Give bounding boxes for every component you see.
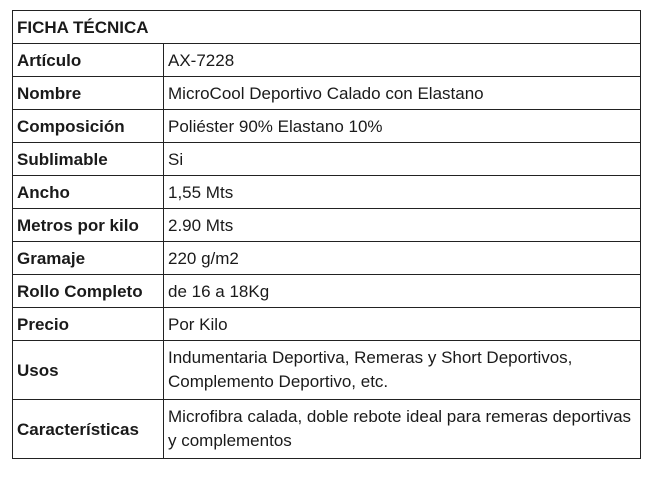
row-label-composicion: Composición [13,110,164,143]
row-value-nombre: MicroCool Deportivo Calado con Elastano [164,77,641,110]
table-row [13,110,641,143]
row-label-metros-por-kilo: Metros por kilo [13,209,164,242]
table-row [13,400,641,459]
table-row [13,77,641,110]
row-label-articulo: Artículo [13,44,164,77]
table-row [13,44,641,77]
row-label-rollo-completo: Rollo Completo [13,275,164,308]
table-row [13,308,641,341]
row-value-composicion: Poliéster 90% Elastano 10% [164,110,641,143]
row-value-rollo-completo: de 16 a 18Kg [164,275,641,308]
row-label-usos: Usos [13,341,164,400]
sheet-title: FICHA TÉCNICA [13,11,641,44]
table-row [13,143,641,176]
table-row [13,341,641,400]
row-label-sublimable: Sublimable [13,143,164,176]
row-value-ancho: 1,55 Mts [164,176,641,209]
row-value-sublimable: Si [164,143,641,176]
table-row [13,176,641,209]
row-label-precio: Precio [13,308,164,341]
row-value-metros-por-kilo: 2.90 Mts [164,209,641,242]
spec-sheet-table [12,10,641,459]
row-value-usos: Indumentaria Deportiva, Remeras y Short Deportivos, Complemento Deportivo, etc. [164,341,641,400]
row-value-gramaje: 220 g/m2 [164,242,641,275]
row-label-caracteristicas: Características [13,400,164,459]
row-value-articulo: AX-7228 [164,44,641,77]
table-row [13,209,641,242]
row-value-caracteristicas: Microfibra calada, doble rebote ideal para remeras deportivas y complementos [164,400,641,459]
table-row [13,275,641,308]
row-value-precio: Por Kilo [164,308,641,341]
row-label-gramaje: Gramaje [13,242,164,275]
title-row [13,11,641,44]
row-label-ancho: Ancho [13,176,164,209]
row-label-nombre: Nombre [13,77,164,110]
table-row [13,242,641,275]
